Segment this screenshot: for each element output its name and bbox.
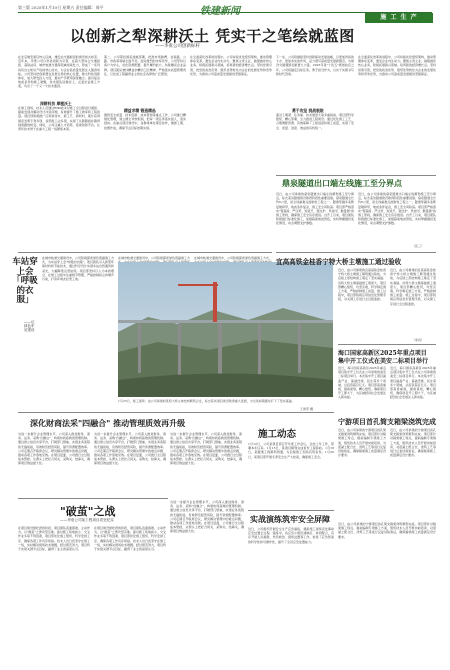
masthead-logo — [200, 2, 240, 17]
vertical-subtitle: ——记绿色车站建设 — [24, 320, 35, 332]
right-low-body-a: 近日，海口国家高新区2025年重点项目集中开工仪式在公司承建的美安二标项目举行。本次集中开工项目涵盖产业、基础设施、民生等多个领域，总投资超百亿元。项目部高度重视，提前谋划，精心组织，确保项目开工即大干，为区域经济社会发展注入新动能。 — [338, 366, 387, 400]
breakout-body-b: 在项目建设最吃劲的阶段，项目团队直面困难，主动作为，以"破茧"之勇攻坚克难。面对施工场地狭小、交叉作业多等不利因素，项目部优化施工组织，科学安排工序，确保各项工作有序衔接。技术人员日夜坚守在施工一线，实时解决现场技术难题。经过艰苦努力，项目终于实现关键节点目标，赢得了业主的高度认可。 — [94, 526, 167, 552]
lead-col4b: 面对工期紧、任务重、技术难度大等多重挑战，项目部科学组织、精心部署，全力推进工程建设。通过优化施工工艺、合理调配资源，有效保障了工程进度和施工质量，实现了安全、质量、进度、效益的有机统一。 — [276, 113, 355, 130]
left-mid-body: 在城市轨道交通建设中，公司积极探索绿色低碳施工方式，为车站穿上会"呼吸的衣服"。项目团队引入新型环保材料和节能技术，通过科学设计实现车站自然通风和采光，大幅降低运营能耗。项目部坚持以人为本的理念，在施工过程中注重细节管理，严格控制扬尘和噪声污染，打造环境友好型工地。 — [42, 256, 115, 282]
divider — [18, 252, 272, 253]
lead-col1: 在北京雄安新区核心区域，雄安站交通枢纽的建设如火如荼。近年来，李垂公司以科技创新为引领，在超大型综合交通枢纽、高铁站房、城市轨道交通等领域持续发力，形成了一系列具有自主知识产权的核心技术，为企业高质量发展注入强劲动能。公司坚持把创新摆在发展全局的核心位置，健全科技创新体系，加大研发投入力度，推动产学研用深度融合。面对复杂地质条件和施工难题，技术团队迎难而上，反复论证施工方案，攻克了一个又一个技术瓶颈。 — [18, 55, 100, 89]
divider — [276, 252, 436, 253]
divider — [248, 510, 334, 511]
divider — [18, 412, 334, 413]
issue-line: 第三版 2025年1月10日 星期五 责任编辑：周平 — [18, 5, 104, 10]
bridge-construction-photo — [118, 262, 333, 397]
management-body-c: 为进一步提升企业管理水平，公司深入推进财务、商务、法务、采购"四融合"，构建协同高效的管理机制。通过建立信息共享平台，打破部门壁垒，实现业务流程的无缝衔接，有效防范经营风险，提升资源配置效率。公司定期召开联席会议，研究解决管理中的难点问题，推动各项工作落地见效。在项目层面，公司推行全过程成本管控，从源头上把好合同关、采购关、结算关，确保项目效益最大化。 — [170, 432, 243, 466]
right-low-title-2: 集中开工仪式在美安二标项目举行 — [338, 358, 429, 365]
management-title: 深化财商法采"四融合" 推动管理质效再升级 — [30, 418, 186, 428]
lead-title: 以创新之犁深耕沃土 凭实干之笔绘就蓝图 — [70, 27, 355, 45]
right-bottom-body-a: 近日，由公司承建的宁游项目首孔简支箱梁浇筑顺利完成。项目部针对箱梁施工特点，提前编制专项施工方案，组织技术人员开展岗前培训，对混凝土配合比、浇筑工艺等进行反复试验验证，确保箱梁施工质量满足设计要求。 — [338, 428, 387, 458]
drill-body: 近日，公司组织开展安全生产应急演练，模拟施工现场突发事故应急处置全过程。演练中，各应急小组迅速响应、协同配合，有序开展人员疏散、伤员救治、现场处置等工作，检验了应急预案的科学性和可操作性，提升了全员应急处置能力。 — [248, 527, 334, 544]
right-top-title: 鼎泉隧道出口端左线施工至分界点 — [282, 178, 402, 188]
right-mid-body-a: 近日，由公司参建的宜高高铁金桂香宁特大桥主墩施工顺利通过验收，为后续上部结构施工奠定了坚实基础。该特大桥主墩基础施工难度大，项目部精心组织，攻坚克难，科学制定施工方案，严格控制施工质量。施工过程中，项目部积极应用信息化管理手段，对关键工序进行全过程监控。 — [338, 268, 387, 302]
lead-col1b: 在施工现场，技术人员通过BIM技术对施工全过程进行模拟，提前发现并解决设计冲突问题，有效提升了施工效率和工程质量。项目部积极推广应用新技术、新工艺、新材料，累计获得国家发明专利多项、省部级工法多项，实现了从跟跑到并跑再到领跑的转变。同时，公司注重人才培养，搭建创新平台，让青年技术骨干在重大工程一线锤炼本领。 — [18, 106, 100, 132]
breakout-body-a: 在项目建设最吃劲的阶段，项目团队直面困难，主动作为，以"破茧"之勇攻坚克难。面对施工场地狭小、交叉作业多等不利因素，项目部优化施工组织，科学安排工序，确保各项工作有序衔接。技术人员日夜坚守在施工一线，实时解决现场技术难题。经过艰苦努力，项目终于实现关键节点目标，赢得了业主的高度认可。 — [18, 526, 91, 552]
lead-col4: 下一步，公司将继续坚持创新驱动发展战略，以更加昂扬的斗志、更加务实的作风，奋力谱写高质量发展新篇章，为建设交通强国贡献更大力量。2025年是"十四五"规划收官之年，公司将锚定目标任务，勇于担当作为，以实干实绩书写新时代答卷。 — [276, 55, 355, 76]
right-mid-body-b: 近日，由公司参建的宜高高铁金桂香宁特大桥主墩施工顺利通过验收，为后续上部结构施工奠定了坚实基础。该特大桥主墩基础施工难度大，项目部精心组织，攻坚克难，科学制定施工方案，严格控制施工质量。施工过程中，项目部积极应用信息化管理手段，对关键工序进行全过程监控。 — [390, 268, 436, 306]
drill-body-b: 近日，由公司承建的宁游项目首孔简支箱梁浇筑顺利完成。项目部针对箱梁施工特点，提前编制专项施工方案，组织技术人员开展岗前培训，对混凝土配合比、浇筑工艺等进行反复试验验证，确保箱梁施工质量满足设计要求。 — [338, 522, 436, 539]
photo-credit: 王建军 摄 — [300, 407, 313, 411]
photo-caption: 1月25日，施工现场：由公司承建的某特大桥主体结构顺利合龙，标志着该项目建设取得重大进展，为全线如期通车打下了坚实基础。 — [118, 399, 295, 403]
right-bottom-title: 宁游项目首孔简支箱梁浇筑完成 — [338, 417, 436, 426]
lead-subtitle: ——李垂公司创新标杆 — [155, 44, 200, 49]
vertical-title: 车站穿上会「呼吸的衣服」 — [12, 257, 38, 305]
breakout-title: "破茧"之战 — [60, 505, 116, 518]
lead-col2: 第二，公司紧扣国家战略部署，把准市场脉搏，在铁路、公路、市政等领域全面开花。面对激烈的市场竞争，公司坚持以客户为中心，优化资源配置，提升履约能力，持续擦亮企业品牌。项目团队秉持精益求精的工匠精神，严格落实质量管理责任，以优质工程赢得业主和社会各界的广泛赞誉。 — [104, 55, 186, 76]
divider — [18, 498, 168, 499]
right-bottom-body-b: 近日，由公司承建的宁游项目首孔简支箱梁浇筑顺利完成。项目部针对箱梁施工特点，提前编制专项施工方案，组织技术人员开展岗前培训，对混凝土配合比、浇筑工艺等进行反复试验验证，确保箱梁施工质量满足设计要求。 — [390, 428, 436, 458]
lead-col1-head: 深耕科技 厚植沃土 — [40, 101, 72, 106]
dynamics-title: 施工动态 — [258, 429, 297, 440]
right-top-body-a: 近日，由公司承建的鼎泉隧道出口端左线顺利施工至分界点，标志着该隧道建设取得阶段性重要进展。鼎泉隧道全长约6公里，是全线重难点控制性工程之一，隧道穿越多条断层破碎带，地质条件复杂，施工安全风险高。项目部严格落实"管超前、严注浆、短进尺、强支护、早封闭、勤量测"的施工原则，确保施工安全有序推进。自开工以来，项目团队积极推行标准化施工，加强超前地质预报，实时掌握围岩变化情况，动态调整支护参数。 — [276, 192, 355, 226]
management-body-a: 为进一步提升企业管理水平，公司深入推进财务、商务、法务、采购"四融合"，构建协同高效的管理机制。通过建立信息共享平台，打破部门壁垒，实现业务流程的无缝衔接，有效防范经营风险，提升资源配置效率。公司定期召开联席会议，研究解决管理中的难点问题，推动各项工作落地见效。在项目层面，公司推行全过程成本管控，从源头上把好合同关、采购关、结算关，确保项目效益最大化。 — [18, 432, 91, 466]
breakout-body-c: 为进一步提升企业管理水平，公司深入推进财务、商务、法务、采购"四融合"，构建协同高效的管理机制。通过建立信息共享平台，打破部门壁垒，实现业务流程的无缝衔接，有效防范经营风险，提升资源配置效率。公司定期召开联席会议，研究解决管理中的难点问题，推动各项工作落地见效。在项目层面，公司推行全过程成本管控，从源头上把好合同关、采购关、结算关，确保项目效益最大化。 — [170, 500, 244, 534]
right-top-byline: （张三） — [412, 244, 425, 248]
lead-col2b: 围绕安全质量、技术创新、成本管控等重点工作，公司推行精细化管理，建立健全考核机制，把每一项任务落实到人、落实到岗。在重点项目建设中，各参建单位紧密协作，倒排工期、挂图作战，确保节点目标按期实现。 — [104, 113, 186, 130]
right-mid-byline: （李四） — [412, 338, 425, 342]
drill-title: 实战演练筑牢安全屏障 — [250, 514, 330, 524]
right-top-body-b: 近日，由公司承建的鼎泉隧道出口端左线顺利施工至分界点，标志着该隧道建设取得阶段性重要进展。鼎泉隧道全长约6公里，是全线重难点控制性工程之一，隧道穿越多条断层破碎带，地质条件复杂，施工安全风险高。项目部严格落实"管超前、严注浆、短进尺、强支护、早封闭、勤量测"的施工原则，确保施工安全有序推进。自开工以来，项目团队积极推行标准化施工，加强超前地质预报，实时掌握围岩变化情况，动态调整支护参数。 — [358, 192, 437, 226]
dynamics-body: 1月12日，公司某项目部召开年度工作会议，总结上年工作，部署本年任务。1月15日，某项目顺利完成首件工程验收。1月18日，某隧道工程顺利贯通，为后续施工创造有利条件。1月20日，某项目部开展冬季安全生产大检查，确保施工安全。 — [248, 442, 334, 459]
left-mid-body-c: 在城市轨道交通建设中，公司积极探索绿色低碳施工方式， — [194, 256, 273, 260]
right-low-body-b: 近日，海口国家高新区2025年重点项目集中开工仪式在公司承建的美安二标项目举行。本次集中开工项目涵盖产业、基础设施、民生等多个领域，总投资超百亿元。项目部高度重视，提前谋划，精心组织，确保项目开工即大干，为区域经济社会发展注入新动能。 — [390, 366, 436, 400]
breakout-subtitle: ——李垂公司某工程项目攻坚纪实 — [60, 518, 114, 522]
lead-col3: 在全面深化改革的进程中，公司持续优化组织架构，推动管理体系变革，激发企业内生动力。聚焦主责主业，做强做优核心业务，积极拓展新兴领域，培育新的经济增长点。坚持党建引领，把党的政治优势、组织优势转化为企业的发展优势和竞争优势，为推动公司高质量发展提供坚强保证。 — [190, 55, 272, 76]
left-mid-body-b: 在城市轨道交通建设中，公司积极探索绿色低碳施工方 — [118, 256, 191, 260]
bridge-photo-illustration — [118, 262, 333, 397]
right-low-title-1: 海口国家高新区2025年重点项目 — [338, 350, 427, 357]
management-body-b: 为进一步提升企业管理水平，公司深入推进财务、商务、法务、采购"四融合"，构建协同高效的管理机制。通过建立信息共享平台，打破部门壁垒，实现业务流程的无缝衔接，有效防范经营风险，提升资源配置效率。公司定期召开联席会议，研究解决管理中的难点问题，推动各项工作落地见效。在项目层面，公司推行全过程成本管控，从源头上把好合同关、采购关、结算关，确保项目效益最大化。 — [94, 432, 167, 466]
lead-col2-head: 精益求精 锻造精品 — [124, 108, 156, 113]
divider — [338, 344, 436, 345]
divider — [276, 175, 436, 176]
section-tab: 施 工 生 产 — [365, 13, 433, 23]
lead-col4-head: 勇于攻坚 挑战极限 — [292, 108, 324, 113]
lead-col5: 在全面深化改革的进程中，公司持续优化组织架构，推动管理体系变革，激发企业内生动力。聚焦主责主业，做强做优核心业务，积极拓展新兴领域，培育新的经济增长点。坚持党建引领，把党的政治优势、组织优势转化为企业的发展优势和竞争优势，为推动公司高质量发展提供坚强保证。 — [358, 55, 437, 76]
right-mid-title: 宜高高铁金桂香宁特大桥主墩施工通过验收 — [276, 258, 402, 266]
